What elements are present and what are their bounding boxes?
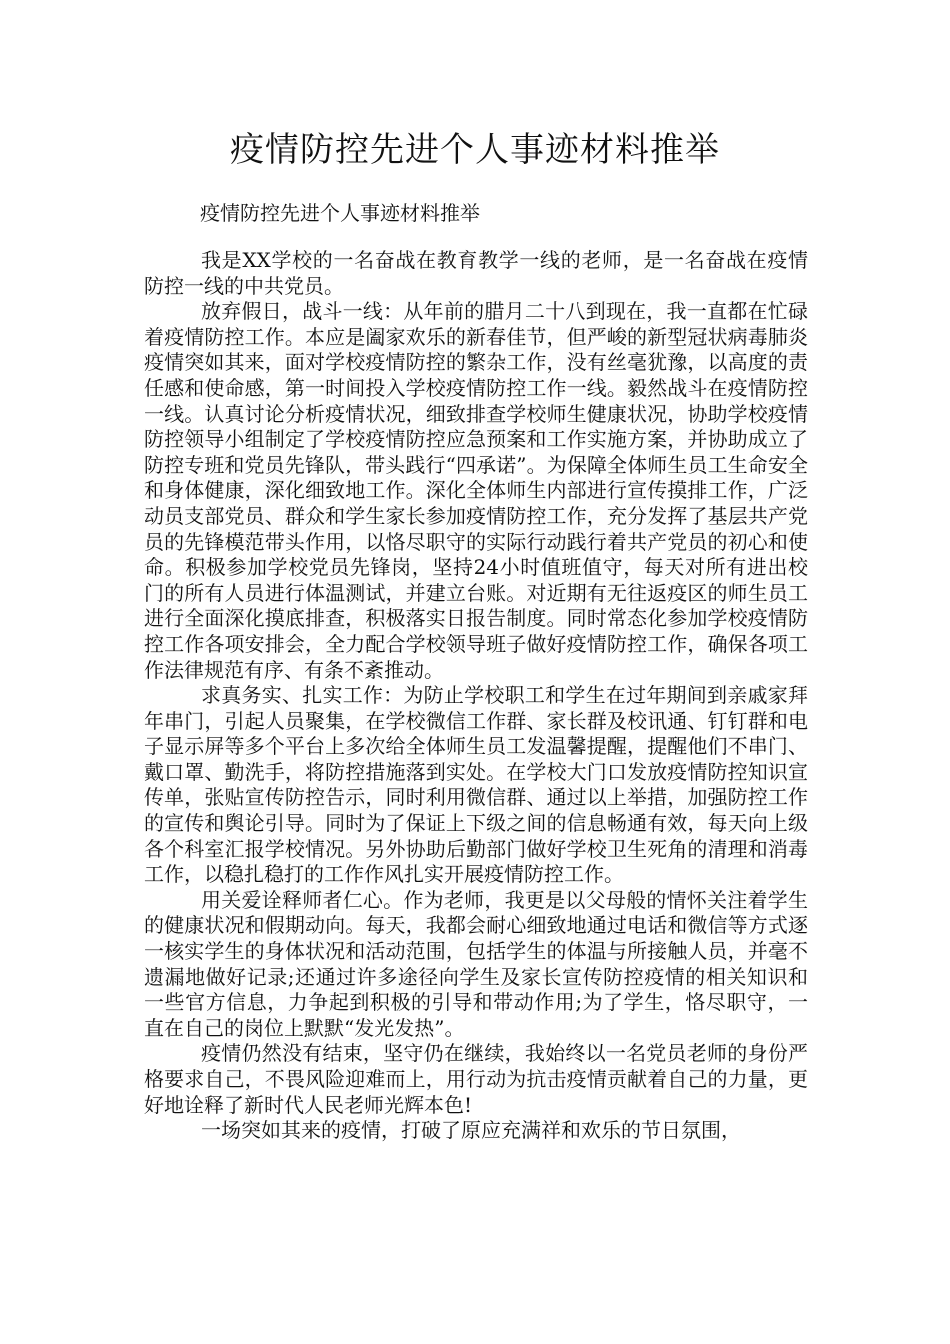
paragraph-intro: 我是XX学校的一名奋战在教育教学一线的老师，是一名奋战在疫情防控一线的中共党员。 [144, 248, 808, 298]
paragraph-frontline: 放弃假日，战斗一线：从年前的腊月二十八到现在，我一直都在忙碌着疫情防控工作。本应是阖家欢乐的新春佳节，但严峻的新型冠状病毒肺炎疫情突如其来，面对学校疫情防控的繁杂工作，没有丝毫犹豫，以高度的责任感和使命感，第一时间投入学校疫情防控工作一线。毅然战斗在疫情防控一线。认真讨论分析疫情状况，细致排查学校师生健康状况，协助学校疫情防控领导小组制定了学校疫情防控应急预案和工作实施方案，并协助成立了防控专班和党员先锋队，带头践行“四承诺”。为保障全体师生员工生命安全和身体健康，深化细致地工作。深化全体师生内部进行宣传摸排工作，广泛动员支部党员、群众和学生家长参加疫情防控工作，充分发挥了基层共产党员的先锋模范带头作用，以恪尽职守的实际行动践行着共产党员的初心和使命。积极参加学校党员先锋岗，坚持24小时值班值守，每天对所有进出校门的所有人员进行体温测试，并建立台账。对近期有无往返疫区的师生员工进行全面深化摸底排查，积极落实日报告制度。同时常态化参加学校疫情防控工作各项安排会，全力配合学校领导班子做好疫情防控工作，确保各项工作法律规范有序、有条不紊推动。 [144, 299, 808, 682]
document-body [144, 248, 808, 1144]
document-title: 疫情防控先进个人事迹材料推举 [230, 130, 720, 170]
paragraph-care: 用关爱诠释师者仁心。作为老师，我更是以父母般的情怀关注着学生的健康状况和假期动向。每天，我都会耐心细致地通过电话和微信等方式逐一核实学生的身体状况和活动范围，包括学生的体温与所接触人员，并毫不遗漏地做好记录;还通过许多途径向学生及家长宣传防控疫情的相关知识和一些官方信息，力争起到积极的引导和带动作用;为了学生，恪尽职守，一直在自己的岗位上默默“发光发热”。 [144, 887, 808, 1040]
document-subtitle: 疫情防控先进个人事迹材料推举 [200, 201, 480, 225]
paragraph-persistence: 疫情仍然没有结束，坚守仍在继续，我始终以一名党员老师的身份严格要求自己，不畏风险迎难而上，用行动为抗击疫情贡献着自己的力量，更好地诠释了新时代人民老师光辉本色! [144, 1041, 808, 1117]
paragraph-closing: 一场突如其来的疫情，打破了原应充满祥和欢乐的节日氛围， [201, 1118, 741, 1143]
paragraph-practical-work: 求真务实、扎实工作：为防止学校职工和学生在过年期间到亲戚家拜年串门，引起人员聚集，在学校微信工作群、家长群及校讯通、钉钉群和电子显示屏等多个平台上多次给全体师生员工发温馨提醒，提醒他们不串门、戴口罩、勤洗手，将防控措施落到实处。在学校大门口发放疫情防控知识宣传单，张贴宣传防控告示，同时利用微信群、通过以上举措，加强防控工作的宣传和舆论引导。同时为了保证上下级之间的信息畅通有效，每天向上级各个科室汇报学校情况。另外协助后勤部门做好学校卫生死角的清理和消毒工作，以稳扎稳打的工作作风扎实开展疫情防控工作。 [144, 683, 808, 887]
